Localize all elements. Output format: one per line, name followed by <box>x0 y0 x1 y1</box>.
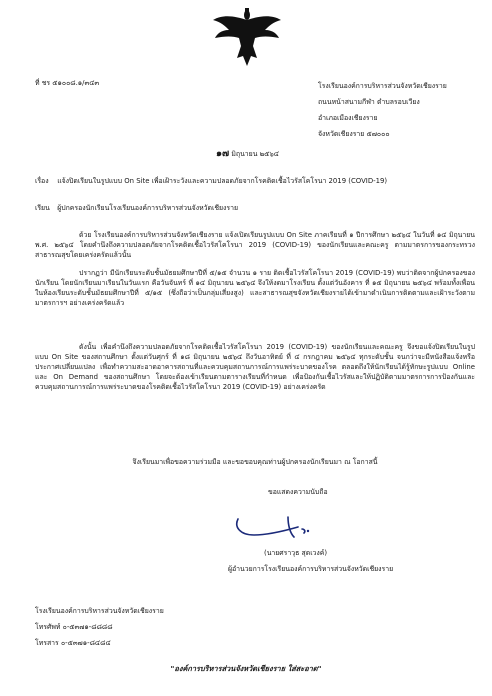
recipient-text: ผู้ปกครองนักเรียนโรงเรียนองค์การบริหารส่วนจังหวัดเชียงราย <box>57 204 239 212</box>
signer-name: (นายศราวุธ สุดเวงค์) <box>264 549 328 557</box>
recipient-label: เรียน <box>35 204 50 212</box>
footer-slogan: "องค์การบริหารส่วนจังหวัดเชียงราย ใส่สะอาด" <box>170 664 322 673</box>
body-paragraph-3 <box>35 342 475 392</box>
address-line: จังหวัดเชียงราย ๕๗๐๐๐ <box>318 130 390 138</box>
footer-fax <box>35 635 111 651</box>
paragraph-text: ดังนั้น เพื่อคำนึงถึงความปลอดภัยจากโรคติดเชื้อไวรัสโคโรนา 2019 (COVID-19) ของนักเรียนและคณะครู จึงขอแจ้งปิดเรียนในรูปแบบ On Site ของสถานศึกษา ตั้งแต่วันศุกร์ ที่ ๑๘ มิถุนายน ๒๕๖๔ ถึงวันอาทิตย์ ที่ ๔ กรกฎาคม ๒๕๖๔ ทุกระดับชั้น จนกว่าจะมีหนังสือแจ้งหรือประกาศเปลี่ยนแปลง เพื่อทำความสะอาดอาคารสถานที่และควบคุมสถานการณ์การแพร่ระบาดของโรค ตลอดถึงให้นักเรียนได้รู้ทักษะรูปแบบ Online และ On Demand ของสถานศึกษา โดยจะต้องเข้าเรียนตามตารางเรียนที่กำหนด เพื่อป้องกันเชื้อไวรัสและให้ปฏิบัติตามมาตรการการป้องกันและควบคุมสถานการณ์การแพร่ระบาดของโรคติดเชื้อไวรัสโคโรนา 2019 (COVID-19) อย่างเคร่งครัด <box>35 343 475 391</box>
paragraph-text: ด้วย โรงเรียนองค์การบริหารส่วนจังหวัดเชียงราย แจ้งเปิดเรียนรูปแบบ On Site ภาคเรียนที่ ๑ ปีการศึกษา ๒๕๖๔ ในวันที่ ๑๔ มิถุนายน พ.ศ. ๒๕๖๔ โดยคำนึงถึงความปลอดภัยจากโรคติดเชื้อไวรัสโคโรนา 2019 (COVID-19) ของนักเรียนและคณะครู ตามมาตรการของกระทรวงสาธารณสุขโดยเคร่งครัดแล้วนั้น <box>35 231 475 259</box>
date-day: ๑๗ <box>216 148 230 159</box>
closing-statement: จึงเรียนมาเพื่อขอความร่วมมือ และขอขอบคุณท่านผู้ปกครองนักเรียนมา ณ โอกาสนี้ <box>132 458 378 466</box>
regards-text: ขอแสดงความนับถือ <box>268 488 328 496</box>
recipient-line <box>35 203 238 213</box>
letter-date <box>216 147 279 161</box>
body-paragraph-1 <box>35 230 475 260</box>
address-line: ถนนหน้าสนามกีฬา ตำบลรอบเวียง <box>318 98 420 106</box>
footer-phone <box>35 619 113 635</box>
date-month-year: มิถุนายน ๒๕๖๔ <box>229 150 279 158</box>
fax-number: ๐-๕๓๗๑-๘๔๘๔ <box>60 639 111 647</box>
subject-label: เรื่อง <box>35 177 49 185</box>
phone-label: โทรศัพท์ <box>35 623 61 631</box>
footer-school: โรงเรียนองค์การบริหารส่วนจังหวัดเชียงราย <box>35 607 164 615</box>
signer-position: ผู้อำนวยการโรงเรียนองค์การบริหารส่วนจังหวัดเชียงราย <box>228 565 394 573</box>
school-address <box>318 78 447 142</box>
phone-number: ๐-๕๓๗๑-๘๘๘๘ <box>62 623 113 631</box>
body-paragraph-2 <box>35 268 475 308</box>
fax-label: โทรสาร <box>35 639 59 647</box>
garuda-emblem-icon <box>211 6 283 68</box>
subject-text: แจ้งปิดเรียนในรูปแบบ On Site เพื่อเฝ้าระวังและความปลอดภัยจากโรคติดเชื้อไวรัสโคโรนา 2019 (COVID-19) <box>57 177 388 185</box>
signature-image <box>228 507 324 545</box>
paragraph-text: ปรากฏว่า มีนักเรียนระดับชั้นมัธยมศึกษาปีที่ ๕/๑๕ จำนวน ๑ ราย ติดเชื้อไวรัสโคโรนา 2019 (COVID-19) พบว่าติดจากผู้ปกครองของนักเรียน โดยนักเรียนมาเรียนในวันแรก คือวันจันทร์ ที่ ๑๔ มิถุนายน ๒๕๖๔ จึงให้งดมาโรงเรียน ตั้งแต่วันอังคาร ที่ ๑๕ มิถุนายน ๒๕๖๔ พร้อมทั้งเพื่อนในห้องเรียนระดับชั้นมัธยมศึกษาปีที่ ๕/๑๕ (ซึ่งถือว่าเป็นกลุ่มเสี่ยงสูง) และสาธารณสุขจังหวัดเชียงรายได้เข้ามาดำเนินการติดตามและเฝ้าระวังตามมาตรการฯ อย่างเคร่งครัดแล้ว <box>35 269 475 307</box>
address-line: อำเภอเมืองเชียงราย <box>318 114 378 122</box>
subject-line <box>35 176 387 186</box>
reference-number: ที่ ชร ๕๑๐๐๘.๑/๓๔๓ <box>35 79 100 87</box>
address-line: โรงเรียนองค์การบริหารส่วนจังหวัดเชียงราย <box>318 82 447 90</box>
